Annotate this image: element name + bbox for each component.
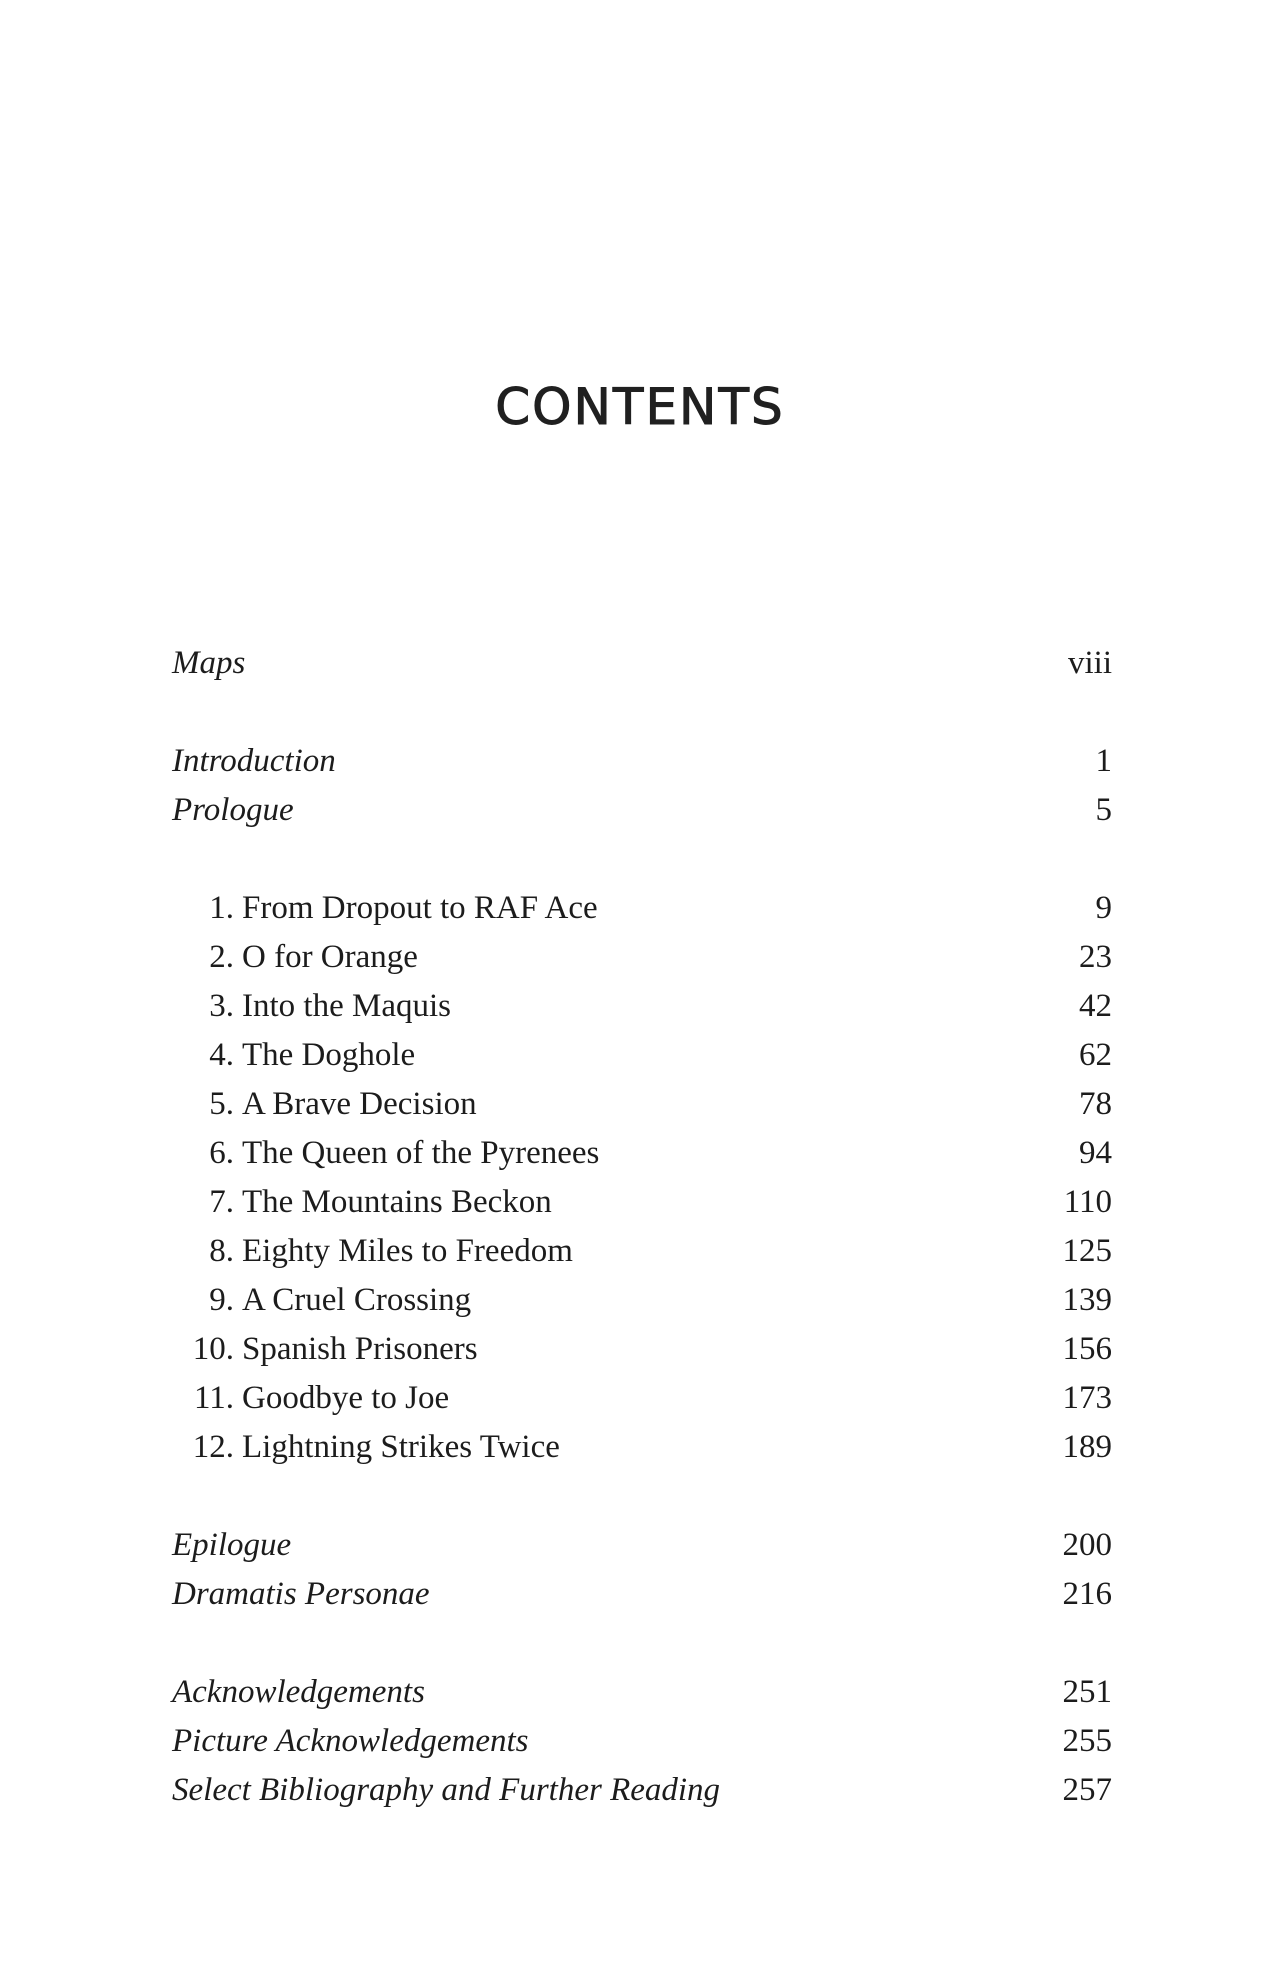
toc-entry-page: 189 (1062, 1429, 1112, 1465)
chapter-number: 9. (209, 1282, 234, 1318)
chapter-title: A Brave Decision (242, 1086, 477, 1122)
toc-entry-page: 139 (1062, 1282, 1112, 1318)
chapter-title: The Doghole (242, 1037, 416, 1073)
toc-chapter-3[interactable] (172, 982, 1112, 1030)
chapter-number: 5. (209, 1086, 234, 1122)
toc-chapter-5[interactable] (172, 1080, 1112, 1128)
chapter-number: 4. (209, 1037, 234, 1073)
chapter-number: 2. (209, 939, 234, 975)
chapter-number: 10. (192, 1331, 234, 1367)
toc-entry-introduction[interactable] (172, 737, 1112, 785)
toc-chapter-11[interactable] (172, 1374, 1112, 1422)
chapter-title: Spanish Prisoners (242, 1331, 478, 1367)
toc-entry-dramatis-personae[interactable] (172, 1570, 1112, 1618)
toc-entry-label: Acknowledgements (172, 1674, 425, 1710)
toc-entry-label: Picture Acknowledgements (172, 1723, 529, 1759)
toc-entry-label: Dramatis Personae (172, 1576, 430, 1612)
chapter-title: From Dropout to RAF Ace (242, 890, 598, 926)
toc-entry-page: 125 (1062, 1233, 1112, 1269)
chapter-title: The Queen of the Pyrenees (242, 1135, 600, 1171)
toc-entry-label: Introduction (172, 743, 336, 779)
toc-entry-epilogue[interactable] (172, 1521, 1112, 1569)
chapter-title: O for Orange (242, 939, 418, 975)
chapter-number: 1. (209, 890, 234, 926)
chapter-title: Eighty Miles to Freedom (242, 1233, 573, 1269)
toc-entry-page: 9 (1095, 890, 1112, 926)
toc-chapter-7[interactable] (172, 1178, 1112, 1226)
chapter-number: 3. (209, 988, 234, 1024)
toc-entry-picture-acknowledgements[interactable] (172, 1717, 1112, 1765)
toc-entry-label: Maps (172, 645, 246, 681)
toc-entry-page: 5 (1095, 792, 1112, 828)
toc-chapter-10[interactable] (172, 1325, 1112, 1373)
toc-chapter-1[interactable] (172, 884, 1112, 932)
chapter-title: Goodbye to Joe (242, 1380, 450, 1416)
toc-entry-select-bibliography[interactable] (172, 1766, 1112, 1814)
toc-entry-page: 173 (1062, 1380, 1112, 1416)
toc-entry-page: viii (1067, 645, 1112, 681)
page-title: CONTENTS (495, 378, 785, 436)
chapter-title: Into the Maquis (242, 988, 451, 1024)
toc-entry-page: 23 (1079, 939, 1112, 975)
toc-chapter-8[interactable] (172, 1227, 1112, 1275)
chapter-number: 8. (209, 1233, 234, 1269)
toc-chapter-9[interactable] (172, 1276, 1112, 1324)
toc-entry-page: 200 (1062, 1527, 1112, 1563)
toc-entry-page: 42 (1079, 988, 1112, 1024)
chapter-number: 7. (209, 1184, 234, 1220)
toc-chapter-2[interactable] (172, 933, 1112, 981)
chapter-title: A Cruel Crossing (242, 1282, 472, 1318)
toc-entry-prologue[interactable] (172, 786, 1112, 834)
toc-chapter-4[interactable] (172, 1031, 1112, 1079)
toc-entry-acknowledgements[interactable] (172, 1668, 1112, 1716)
toc-entry-page: 255 (1062, 1723, 1112, 1759)
toc-entry-maps[interactable] (172, 639, 1112, 687)
chapter-number: 12. (192, 1429, 234, 1465)
chapter-title: The Mountains Beckon (242, 1184, 552, 1220)
toc-entry-page: 251 (1062, 1674, 1112, 1710)
toc-chapter-6[interactable] (172, 1129, 1112, 1177)
chapter-title: Lightning Strikes Twice (242, 1429, 560, 1465)
toc-entry-label: Select Bibliography and Further Reading (172, 1772, 721, 1808)
chapter-number: 11. (193, 1380, 234, 1416)
toc-entry-page: 216 (1062, 1576, 1112, 1612)
toc-entry-label: Prologue (172, 792, 294, 828)
toc-entry-page: 156 (1062, 1331, 1112, 1367)
toc-chapter-12[interactable] (172, 1423, 1112, 1471)
toc-entry-page: 257 (1062, 1772, 1112, 1808)
toc-entry-page: 110 (1063, 1184, 1112, 1220)
toc-entry-page: 78 (1079, 1086, 1112, 1122)
toc-entry-page: 62 (1079, 1037, 1112, 1073)
chapter-number: 6. (209, 1135, 234, 1171)
toc-entry-page: 1 (1095, 743, 1112, 779)
toc-entry-page: 94 (1079, 1135, 1112, 1171)
toc-entry-label: Epilogue (172, 1527, 292, 1563)
